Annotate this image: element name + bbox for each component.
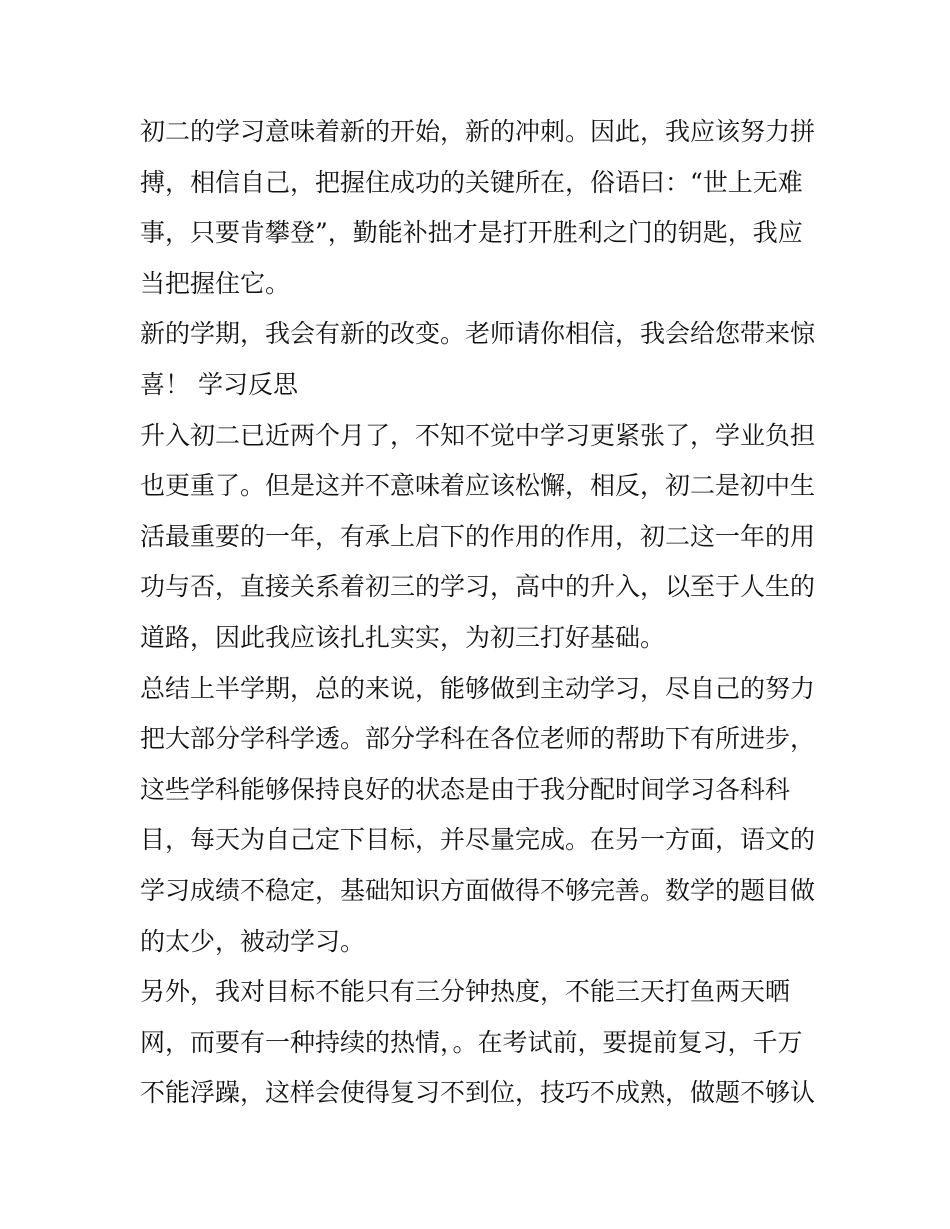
text-line: 新的学期，我会有新的改变。老师请你相信，我会给您带来惊 [140, 319, 816, 349]
text-line: 总结上半学期，总的来说，能够做到主动学习，尽自己的努力 [140, 673, 816, 703]
text-line: 活最重要的一年，有承上启下的作用的作用，初二这一年的用 [140, 521, 816, 551]
text-line: 也更重了。但是这并不意味着应该松懈，相反，初二是初中生 [140, 471, 816, 501]
text-line: 这些学科能够保持良好的状态是由于我分配时间学习各科科 [140, 774, 791, 804]
text-line: 道路，因此我应该扎扎实实，为初三打好基础。 [140, 622, 666, 652]
text-line: 喜！ 学习反思 [140, 369, 298, 399]
text-line: 当把握住它。 [140, 268, 291, 298]
text-line: 网，而要有一种持续的热情，。在考试前，要提前复习，千万 [140, 1027, 803, 1057]
text-line: 初二的学习意味着新的开始，新的冲刺。因此，我应该努力拼 [140, 117, 816, 146]
text-line: 升入初二已近两个月了，不知不觉中学习更紧张了，学业负担 [140, 420, 816, 450]
document-body [140, 107, 820, 1119]
text-line: 学习成绩不稳定，基础知识方面做得不够完善。数学的题目做 [140, 875, 816, 905]
text-line: 功与否，直接关系着初三的学习，高中的升入，以至于人生的 [140, 572, 816, 602]
text-line: 不能浮躁，这样会使得复习不到位，技巧不成熟，做题不够认 [140, 1078, 816, 1108]
text-line: 目，每天为自己定下目标，并尽量完成。在另一方面，语文的 [140, 825, 816, 855]
text-line: 的太少，被动学习。 [140, 926, 366, 956]
text-line: 另外，我对目标不能只有三分钟热度，不能三天打鱼两天晒 [140, 977, 791, 1007]
text-line: 搏，相信自己，把握住成功的关键所在，俗语曰：“世上无难 [140, 167, 803, 197]
text-line: 把大部分学科学透。部分学科在各位老师的帮助下有所进步， [140, 724, 816, 754]
text-line: 事，只要肯攀登”，勤能补拙才是打开胜利之门的钥匙，我应 [140, 218, 803, 248]
